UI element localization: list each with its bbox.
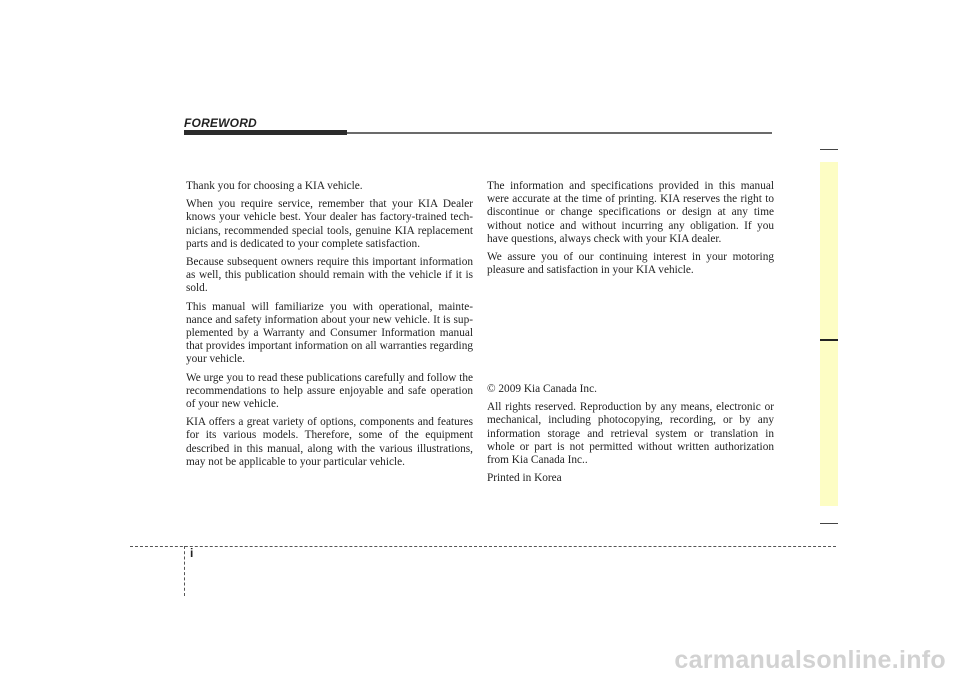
paragraph: The information and specifications provided in this manual were accurate at the time of printing. KIA reserves the right to discontinue or change specifications or design at any time without notice and without incurring any obligation. If you have questions, always check with your KIA dealer. bbox=[487, 180, 774, 245]
paragraph: When you require service, remember that your KIA Dealer knows your vehicle best. Your dealer has factory-trained tech-nicians, recommended special tools, genuine KIA replacement parts and is dedicated to your complete satisfaction. bbox=[186, 198, 473, 250]
copyright-notice: © 2009 Kia Canada Inc. bbox=[487, 383, 597, 395]
watermark: carmanualsonline.info bbox=[674, 646, 946, 674]
rights-statement: All rights reserved. Reproduction by any means, electronic or mechanical, including photocopying, recording, or by any information storage and retrieval system or translation in whole or part is not permitted without written authorization from Kia Canada Inc.. bbox=[487, 401, 774, 467]
paragraph: KIA offers a great variety of options, components and features for its various models. Therefore, some of the equipment described in this manual, along with the various illustrations, may not be applicable to your particular vehicle. bbox=[186, 416, 473, 468]
paragraph: We urge you to read these publications carefully and follow the recommendations to help assure enjoyable and safe operation of your new vehicle. bbox=[186, 371, 473, 411]
right-column bbox=[487, 180, 774, 282]
side-tab-strip bbox=[820, 162, 838, 506]
footer-dashed-vertical bbox=[184, 546, 185, 596]
side-tick bbox=[820, 339, 838, 341]
side-tick bbox=[820, 149, 838, 150]
paragraph: This manual will familiarize you with operational, mainte-nance and safety information about your new vehicle. It is sup-plemented by a Warranty and Consumer Information manual that provides important information on all warranties regarding your vehicle. bbox=[186, 300, 473, 366]
paragraph: Thank you for choosing a KIA vehicle. bbox=[186, 180, 363, 192]
left-column bbox=[186, 180, 473, 474]
paragraph: Because subsequent owners require this important information as well, this publication should remain with the vehicle if it is sold. bbox=[186, 256, 473, 295]
header-rule bbox=[347, 132, 772, 134]
page-number: i bbox=[190, 546, 194, 560]
paragraph: We assure you of our continuing interest in your motoring pleasure and satisfaction in your KIA vehicle. bbox=[487, 251, 774, 277]
section-title: FOREWORD bbox=[184, 116, 257, 130]
side-tick bbox=[820, 523, 838, 524]
footer-dashed-rule bbox=[130, 546, 836, 547]
printed-in: Printed in Korea bbox=[487, 472, 562, 485]
header-bar bbox=[184, 130, 347, 135]
copyright-block bbox=[487, 383, 774, 490]
